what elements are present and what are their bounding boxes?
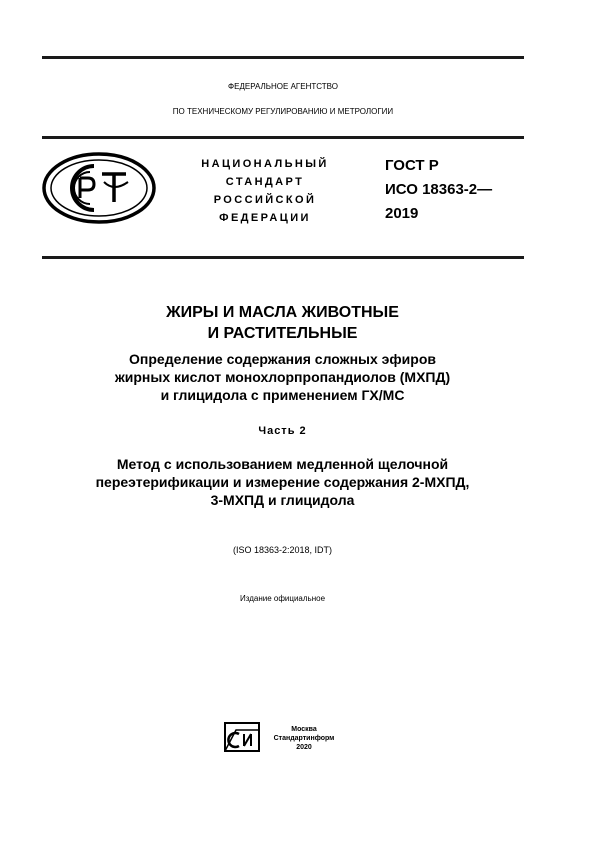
national-standard-line: СТАНДАРТ [225, 176, 305, 188]
standard-designation [385, 154, 525, 226]
publisher-logo-icon [224, 722, 260, 752]
gost-line: 2019 [385, 205, 419, 222]
national-standard-label [180, 155, 350, 227]
document-title [30, 302, 535, 344]
method-line: 3-МХПД и глицидола [210, 492, 355, 508]
subtitle-line: жирных кислот монохлорпропандиолов (МХПД) [114, 369, 451, 385]
publisher-info [264, 725, 344, 752]
method-title [30, 455, 535, 509]
title-line: И РАСТИТЕЛЬНЫЕ [207, 325, 358, 342]
title-line: ЖИРЫ И МАСЛА ЖИВОТНЫЕ [166, 304, 399, 321]
national-standard-line: НАЦИОНАЛЬНЫЙ [201, 158, 329, 170]
publisher-city: Москва [291, 726, 317, 733]
edition-label: Издание официальное [239, 594, 326, 603]
gost-line: ГОСТ Р [385, 157, 439, 174]
top-rule [42, 56, 524, 59]
national-standard-line: РОССИЙСКОЙ [213, 194, 317, 206]
iso-reference: (ISO 18363-2:2018, IDT) [232, 545, 333, 555]
agency-name-line2: ПО ТЕХНИЧЕСКОМУ РЕГУЛИРОВАНИЮ И МЕТРОЛОГИИ [172, 107, 394, 116]
method-line: переэтерификации и измерение содержания 2-МХПД, [95, 474, 470, 490]
publisher-name: Стандартинформ [273, 735, 335, 742]
rst-emblem-icon [42, 152, 156, 224]
lower-rule [42, 256, 524, 259]
national-standard-line: ФЕДЕРАЦИИ [219, 212, 311, 224]
document-subtitle [30, 350, 535, 404]
upper-rule [42, 136, 524, 139]
publisher-year: 2020 [296, 744, 312, 751]
method-line: Метод с использованием медленной щелочной [116, 456, 449, 472]
subtitle-line: Определение содержания сложных эфиров [129, 351, 436, 367]
part-label: Часть 2 [258, 425, 307, 437]
subtitle-line: и глицидола с применением ГХ/МС [160, 387, 405, 403]
agency-name-line1: ФЕДЕРАЛЬНОЕ АГЕНТСТВО [228, 82, 338, 91]
gost-line: ИСО 18363-2— [385, 181, 493, 198]
